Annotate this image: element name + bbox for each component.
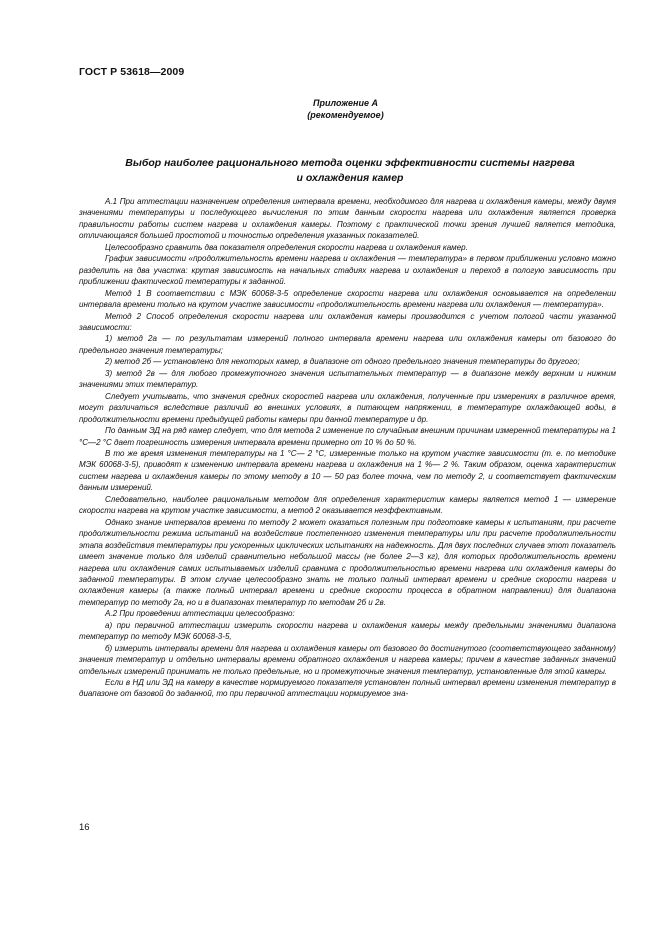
body-text	[79, 196, 616, 700]
appendix-label: Приложение А	[313, 98, 378, 108]
paragraph: Целесообразно сравнить два показателя определения скорости нагрева и охлаждения камер.	[105, 242, 468, 252]
page-number: 16	[79, 822, 90, 833]
title-line-1: Выбор наиболее рационального метода оценки эффективности системы нагрева	[125, 157, 575, 169]
document-title	[90, 156, 610, 186]
paragraph: Если в НД или ЭД на камеру в качестве нормируемого показателя установлен полный интервал времени изменения температур в диапазоне от базовой до заданной, то при первичной аттестации нормируемое зна-	[79, 678, 616, 699]
standard-id: ГОСТ Р 53618—2009	[79, 66, 185, 78]
paragraph: График зависимости «продолжительность времени нагрева и охлаждения — температура» в первом приближении условно можно разделить на два участка: крутая зависимость на начальных стадиях нагрева и охлаждения и переход в пологую зависимость при приближении фактической температуры к заданной.	[79, 254, 616, 287]
paragraph: По данным ЭД на ряд камер следует, что для метода 2 изменение по случайным внешним причинам измеренной температуры на 1 °С—2 °С дает погрешность измерения интервала времени примерно от 10 % до 50 %.	[79, 426, 616, 447]
paragraph: А.2 При проведении аттестации целесообразно:	[105, 609, 295, 619]
paragraph: Следовательно, наиболее рациональным методом для определения характеристик камеры является метод 1 — измерение скорости нагрева на крутом участке зависимости, а метод 2 оказывается неэффективным.	[79, 494, 616, 516]
paragraph: Однако знание интервалов времени по методу 2 может оказаться полезным при подготовке камеры к испытаниям, при расчете продолжительности режима испытаний на воздействие постепенного изменения температуры или при расчете продолжительности этапа воздействия температуры при ускоренных циклических испытаниях на надежность. Для двух последних случаев этот показатель имеет значение только для изделий сравнительно небольшой массы (не более 2—3 кг), для которых продолжительность времени нагрева или охлаждения самих испытываемых изделий сравнима с продолжительностью времени нагрева или охлаждения камеры до заданной температуры. В этом случае целесообразно знать не только полный интервал времени и средние скорости нагрева и охлаждения камеры (а также полный интервал времени и средние скорости процесса в обратном направлении) для диапазона температур по методу 2а, но и в диапазонах температур по методам 2б и 2в.	[79, 517, 616, 607]
paragraph: 1) метод 2а — по результатам измерений полного интервала времени нагрева или охлаждения камеры от базового до предельного значения температуры;	[79, 334, 616, 355]
paragraph: В то же время изменения температуры на 1 °С— 2 °С, измеренные только на крутом участке зависимости (т. е. по методике МЭК 60068-3-5), приводят к изменению интервала времени нагрева и охлаждения на 1 %— 2 %. Таким образом, оценка характеристик систем нагрева и охлаждения камеры по этому методу в 10 — 50 раз более точна, чем по методу 2, и соответствует фактическим данным измерений.	[79, 448, 616, 493]
title-line-2: и охлаждения камер	[296, 172, 404, 184]
paragraph: 3) метод 2в — для любого промежуточного значения испытательных температур — в диапазоне между верхним и нижним значениями этих температур.	[79, 368, 616, 390]
paragraph: Следует учитывать, что значения средних скоростей нагрева или охлаждения, полученные при измерениях в различное время, могут различаться вследствие различий во внешних условиях, в питающем напряжении, в температуре охлаждающей воды, в продолжительности времени предыдущей работы камеры при данной температуре и др.	[79, 391, 616, 424]
paragraph: Метод 2 Способ определения скорости нагрева или охлаждения камеры производится с учетом пологой части указанной зависимости:	[79, 311, 616, 332]
paragraph: Метод 1 В соответствии с МЭК 60068-3-5 определение скорости нагрева или охлаждения основывается на определении интервала времени только на крутом участке зависимости «продолжительность времени нагрева или охлаждения — температура».	[79, 288, 616, 310]
paragraph: б) измерить интервалы времени для нагрева и охлаждения камеры от базового до достигнутого (соответствующего заданному) значения температур и отдельно интервалы времени обратного охлаждения и нагрева камеры; причем в качестве заданных значений отдельных измерений принимать не только предельные, но и промежуточные значения температур, установленные для этой камеры.	[79, 643, 616, 676]
paragraph: а) при первичной аттестации измерить скорости нагрева и охлаждения камеры между предельными значениями диапазона температур по методу МЭК 60068-3-5,	[79, 620, 616, 642]
paragraph: А.1 При аттестации назначением определения интервала времени, необходимого для нагрева и охлаждения камеры, между двумя значениями температуры и последующего вычисления по этим данным скорости нагрева или охлаждения является проверка правильности работы систем нагрева и охлаждения камеры. Поэтому с практической точки зрения лучшей является методика, отличающаяся большей простотой и точностью определения указанных показателей.	[79, 197, 616, 241]
appendix-heading	[0, 97, 661, 121]
paragraph: 2) метод 2б — установлено для некоторых камер, в диапазоне от одного предельного значения температуры до другого;	[105, 357, 580, 367]
appendix-status: (рекомендуемое)	[307, 110, 384, 120]
